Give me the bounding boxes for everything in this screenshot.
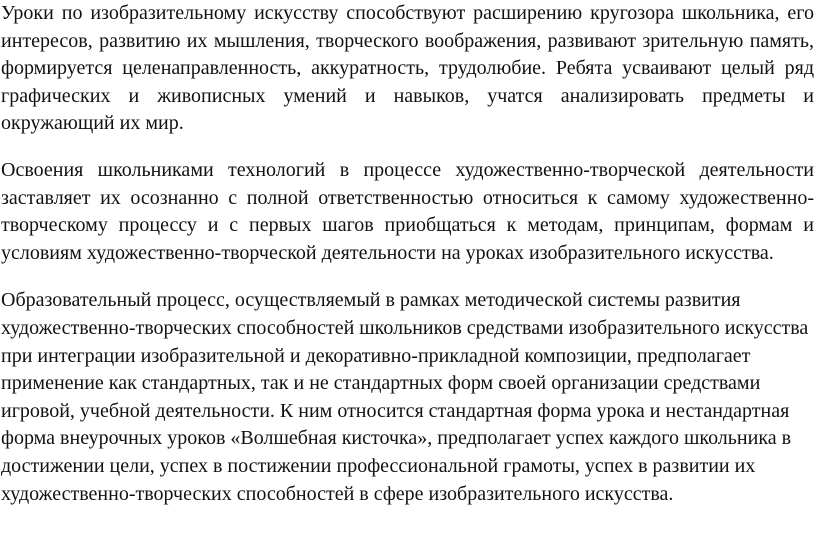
paragraph-3: Образовательный процесс, осуществляемый в рамках методической системы развития художественно-творческих способностей школьников средствами изобразительного искусства при интеграции изобразительной и декоративно-прикладной композиции, предполагает применение как стандартных, так и не стандартных форм своей организации средствами игровой, учебной деятельности. К ним относится стандартная форма урока и нестандартная форма внеурочных уроков «Волшебная кисточка», предполагает успех каждого школьника в достижении цели, успех в постижении профессиональной грамоты, успех в развитии их художественно-творческих способностей в сфере изобразительного искусства.	[1, 289, 809, 505]
paragraph-2: Освоения школьниками технологий в процессе художественно-творческой деятельности заставляет их осознанно с полной ответственностью относиться к самому художественно-творческому процессу и с первых шагов приобщаться к методам, принципам, формам и условиям художественно-творческой деятельности на уроках изобразительного искусства.	[1, 158, 814, 264]
paragraph-1: Уроки по изобразительному искусству способствуют расширению кругозора школьника, его интересов, развитию их мышления, творческого воображения, развивают зрительную память, формируется целенаправленность, аккуратность, трудолюбие. Ребята усваивают целый ряд графических и живописных умений и навыков, учатся анализировать предметы и окружающий их мир.	[1, 2, 814, 135]
